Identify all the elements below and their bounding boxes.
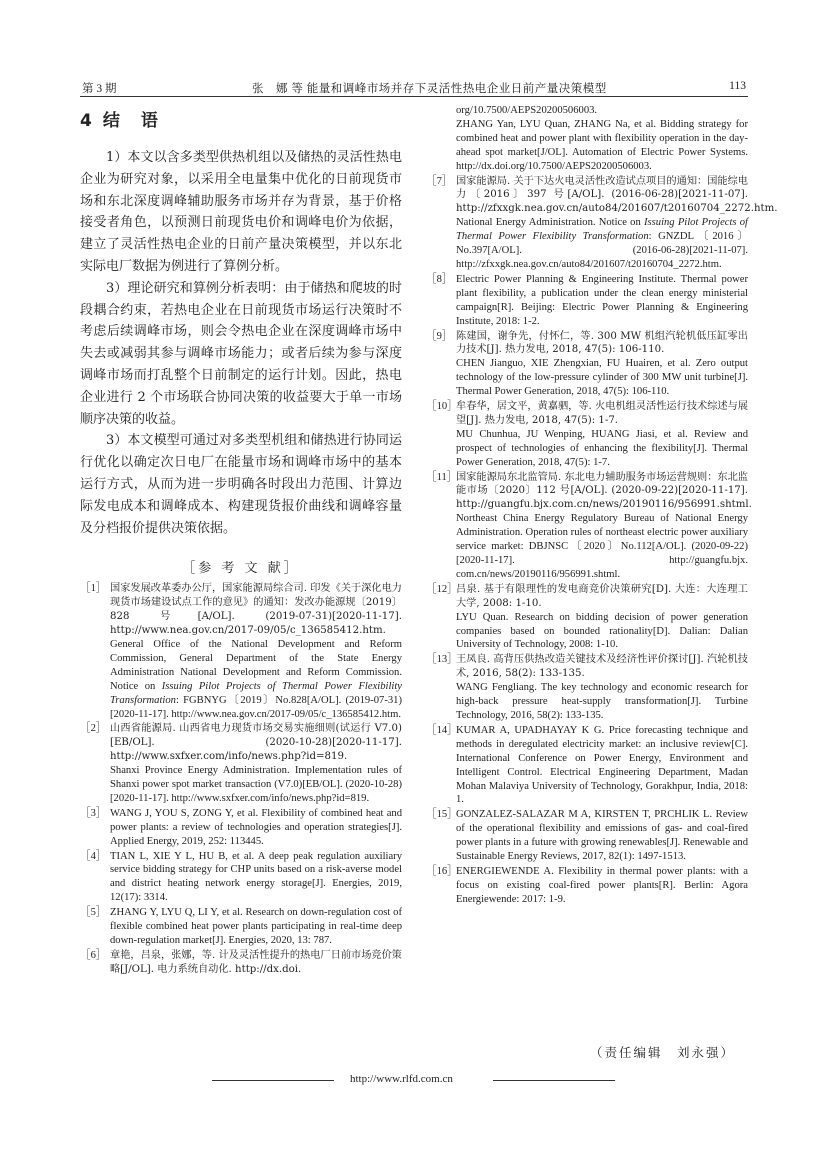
section-number: 4 xyxy=(80,111,93,131)
reference-item xyxy=(426,865,748,907)
conclusion-paragraph-3: 3）本文模型可通过对多类型机组和储热进行协同运行优化以确定次日电厂在能量市场和调峰市场中的基本运行方式，从而为进一步明确各时段出力范围、计算边际发电成本和调峰成本、构建现货报价曲线和调峰容量及分档报价提供决策依据。 xyxy=(80,433,402,536)
reference-number: ［3］ xyxy=(80,807,107,819)
conclusion-paragraph-2: 3）理论研究和算例分析表明：由于储热和爬坡的时段耦合约束，若热电企业在日前现货市场运行决策时不考虑后续调峰市场，则会令热电企业在深度调峰市场中失去或减弱其参与调峰市场能力；或者后续为参与深度调峰市场而打乱整个日前制定的运行计划。因此，热电企业进行 2 个市场联合协同决策的收益要大于单一市场顺序决策的收益。 xyxy=(80,280,402,427)
reference-text: ZHANG Y, LYU Q, LI Y, et al. Research on down-regulation cost of flexible combined heat power plants participating in real-time deep down-regulation market[J]. Energies, 2020, 13: 787. xyxy=(110,907,402,946)
footer-rule-left xyxy=(212,1080,334,1081)
footer-url: http://www.rlfd.com.cn xyxy=(350,1073,453,1085)
right-column xyxy=(426,104,778,908)
reference-number: ［15］ xyxy=(426,809,458,821)
reference-number: ［8］ xyxy=(426,273,453,285)
reference-text: Issuing Pilot Projects of Thermal Power Flexibility Transformation xyxy=(456,217,748,243)
reference-item xyxy=(80,807,402,849)
reference-list-right xyxy=(426,104,778,907)
reference-text: : FGBNYG〔2019〕No.828[A/OL]. (2019-07-31)[2020-11-17]. http://www.nea.gov.cn/2017-09/05/c_136585412.htm. xyxy=(110,694,402,720)
reference-number: ［11］ xyxy=(426,471,458,483)
reference-number: ［1］ xyxy=(80,583,107,595)
reference-text: 国家能源局东北监管局. 东北电力辅助服务市场运营规则：东北监能市场〔2020〕112 号[A/OL]. (2020-09-22)[2020-11-17]. http://guangfu.bjx.com.cn/news/20190116/956991.shtml. xyxy=(456,471,752,511)
reference-text: KUMAR A, UPADHAYAY K G. Price forecasting technique and methods in deregulated electricity market: an inclusive review[C]. International Conference on Power Energy, Environment and Intelligent Control. Electrical Engineering Department, Madan Mohan Malaviya University of Technology, Gorakhpur, India, 2018: 1. xyxy=(456,724,748,806)
reference-text: Shanxi Province Energy Administration. Implementation rules of Shanxi power spot market transaction (V7.0)[EB/OL]. (2020-10-28)[2020-11-17]. http://www.sxfxer.com/info/news.php?id=819. xyxy=(110,765,402,804)
conclusion-paragraph-1: 1）本文以含多类型供热机组以及储热的灵活性热电企业为研究对象，以采用全电量集中优化的日前现货市场和东北深度调峰辅助服务市场并存为背景，基于价格接受者角色，以预测日前现货电价和调峰电价为依据，建立了灵活性热电企业的日前产量决策模型，并以东北实际电厂数据为例进行了算例分析。 xyxy=(80,150,402,274)
reference-item xyxy=(426,583,748,653)
reference-number: ［16］ xyxy=(426,865,458,877)
section-title-char-1: 结 xyxy=(102,111,121,131)
reference-item xyxy=(426,808,748,864)
reference-number: ［10］ xyxy=(426,401,458,413)
reference-text: LYU Quan. Research on bidding decision of power generation companies based on bounded rationality[D]. Dalian: Dalian University of Technology, 2008: 1-10. xyxy=(456,611,748,651)
reference-item xyxy=(80,906,402,948)
reference-item xyxy=(426,724,748,807)
left-column xyxy=(80,104,402,978)
reference-text: GONZALEZ-SALAZAR M A, KIRSTEN T, PRCHLIK L. Review of the operational flexibility and emissions of gas- and coal-fired power plants in a future with growing renewables[J]. Renewable and Sustainable Energy Reviews, 2017, 82(1): 1497-1513. xyxy=(456,809,748,863)
reference-item xyxy=(426,273,748,329)
reference-text: 陈建国，谢争先，付怀仁，等. 300 MW 机组汽轮机低压缸零出力技术[J]. 热力发电, 2018, 47(5): 106-110. xyxy=(456,330,748,356)
reference-text: 章艳，吕泉，张娜，等. 计及灵活性提升的热电厂日前市场竞价策略[J/OL]. 电力系统自动化. http://dx.doi. xyxy=(110,949,402,975)
section-heading xyxy=(80,106,402,131)
reference-number: ［7］ xyxy=(426,175,453,187)
reference-text: 王凤良. 高背压供热改造关键技术及经济性评价探讨[J]. 汽轮机技术, 2016, 58(2): 133-135. xyxy=(456,654,748,680)
reference-list-left xyxy=(80,582,402,976)
header-rule xyxy=(80,96,748,97)
reference-item xyxy=(426,400,748,470)
reference-text: TIAN L, XIE Y L, HU B, et al. A deep peak regulation auxiliary service bidding strategy for CHP units based on a risk-averse model and district heating network energy storage[J]. Energies, 2019, 12(17): 3314. xyxy=(110,850,402,904)
reference-text: 山西省能源局. 山西省电力现货市场交易实施细则(试运行 V7.0)[EB/OL]. (2020-10-28)[2020-11-17]. http://www.sxfxer.com/info/news.php?id=819. xyxy=(110,723,402,763)
reference-item xyxy=(426,104,748,174)
reference-item xyxy=(426,471,752,582)
reference-item xyxy=(80,722,402,805)
reference-number: ［9］ xyxy=(426,330,453,342)
references-title: ［参 考 文 献］ xyxy=(182,561,300,577)
reference-text: 牟春华，居文平，黄嘉驷，等. 火电机组灵活性运行技术综述与展望[J]. 热力发电, 2018, 47(5): 1-7. xyxy=(456,401,748,426)
reference-text: org/10.7500/AEPS20200506003. xyxy=(456,105,598,116)
reference-item xyxy=(80,949,402,977)
footer-rule-right xyxy=(493,1080,615,1081)
reference-text: 国家能源局. 关于下达火电灵活性改造试点项目的通知：国能综电力〔2016〕397 号[A/OL]. (2016-06-28)[2021-11-07]. http://zfxxgk.nea.gov.cn/auto84/201607/t20160704_2272.htm. xyxy=(456,175,778,215)
reference-item xyxy=(426,653,748,723)
reference-number: ［12］ xyxy=(426,583,458,595)
reference-text: Northeast China Energy Regulatory Bureau of National Energy Administration. Operation rules of northeast electric power auxiliary service market: DBJNSC〔2020〕No.112[A/OL]. (2020-09-22)[2020-11-17]. http://guangfu.bjx. com.cn/news/20190116/956991.shtml. xyxy=(456,513,748,580)
reference-text: National Energy Administration. Notice on xyxy=(456,217,641,229)
running-header xyxy=(80,78,748,96)
reference-number: ［2］ xyxy=(80,723,107,735)
reference-text: MU Chunhua, JU Wenping, HUANG Jiasi, et al. Review and prospect of technologies of enhancing the flexibility[J]. Thermal Power Generation, 2018, 47(5): 1-7. xyxy=(456,428,748,468)
reference-number: ［6］ xyxy=(80,949,107,961)
reference-text: WANG J, YOU S, ZONG Y, et al. Flexibility of combined heat and power plants: a review of technologies and operation strategies[J]. Applied Energy, 2019, 252: 113445. xyxy=(110,807,402,847)
reference-item xyxy=(426,330,748,400)
running-title: 张 娜 等 能量和调峰市场并存下灵活性热电企业日前产量决策模型 xyxy=(252,83,607,95)
reference-text: ZHANG Yan, LYU Quan, ZHANG Na, et al. Bidding strategy for combined heat and power plant with flexibility operation in the day-ahead spot market[J/OL]. Automation of Electric Power Systems. http://dx.doi.org/10.7500/AEPS20200506003. xyxy=(456,118,748,172)
reference-text: 吕泉. 基于有限理性的发电商竞价决策研究[D]. 大连：大连理工大学, 2008: 1-10. xyxy=(456,583,748,609)
reference-item xyxy=(80,582,402,721)
reference-text: : GNZDL〔2016〕No.397[A/OL]. (2016-06-28)[2021-11-07]. http://zfxxgk.nea.gov.cn/auto84/201607/t20160704_2272.htm. xyxy=(456,231,748,270)
reference-text: Electric Power Planning & Engineering Institute. Thermal power plant flexibility, a publication under the clean energy ministerial campaign[R]. Beijing: Electric Power Planning & Engineering Institute, 2018: 1-2. xyxy=(456,273,748,327)
issue-number: 第 3 期 xyxy=(82,83,117,95)
reference-number: ［13］ xyxy=(426,654,458,666)
reference-item xyxy=(426,175,778,272)
reference-text: ENERGIEWENDE A. Flexibility in thermal power plants: with a focus on existing coal-fired power plants[R]. Berlin: Agora Energiewende: 2017: 1-9. xyxy=(456,865,748,905)
reference-text: CHEN Jianguo, XIE Zhengxian, FU Huairen, et al. Zero output technology of the low-pressure cylinder of 300 MW unit turbine[J]. Thermal Power Generation, 2018, 47(5): 106-110. xyxy=(456,358,748,398)
reference-text: WANG Fengliang. The key technology and economic research for high-back pressure heat-supply transformation[J]. Turbine Technology, 2016, 58(2): 133-135. xyxy=(456,682,748,721)
reference-text: 国家发展改革委办公厅，国家能源局综合司. 印发《关于深化电力现货市场建设试点工作的意见》的通知：发改办能源规〔2019〕828 号[A/OL]. (2019-07-31)[2020-11-17]. http://www.nea.gov.cn/2017-09/05/c_136585412.htm. xyxy=(110,583,402,637)
reference-item xyxy=(80,850,402,906)
section-title-char-2: 语 xyxy=(140,111,159,131)
reference-number: ［4］ xyxy=(80,850,107,862)
editor-credit: （责任编辑 刘永强） xyxy=(590,1045,736,1060)
reference-text: General Office of the National Development and Reform Commission, General Department of the State Energy Administration National Development and Reform Commission. Notice on xyxy=(110,638,402,692)
reference-number: ［14］ xyxy=(426,724,458,736)
page-number: 113 xyxy=(729,80,746,92)
reference-text: Issuing Pilot Projects of Thermal Power Flexibility Transformation xyxy=(110,680,402,706)
reference-number: ［5］ xyxy=(80,907,107,919)
